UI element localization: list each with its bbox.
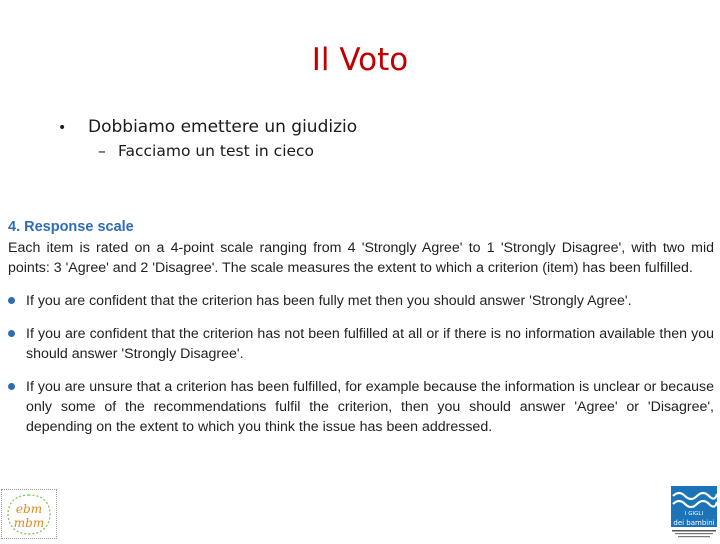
- excerpt-intro: Each item is rated on a 4-point scale ranging from 4 'Strongly Agree' to 1 'Strongly Disagree', with two mid points: 3 'Agree' and 2 'Disagree'. The scale measures the extent to which a criterion (item) has been fulfilled.: [8, 240, 714, 276]
- ebm-logo-icon: [2, 490, 56, 538]
- svg-text:I GIGLI: I GIGLI: [684, 511, 704, 517]
- bullet-dot-icon: [8, 383, 15, 390]
- excerpt-list-item: [8, 377, 714, 437]
- bullet-dot-icon: [8, 297, 15, 304]
- excerpt-list-item: [8, 324, 714, 364]
- svg-text:dei bambini: dei bambini: [673, 519, 715, 527]
- sub-bullet-marker: –: [98, 142, 106, 160]
- excerpt-item-text: If you are confident that the criterion has not been fulfilled at all or if there is no information available then you should answer 'Strongly Disagree'.: [26, 326, 714, 362]
- excerpt-item-text: If you are confident that the criterion has been fully met then you should answer 'Strongly Agree'.: [26, 293, 632, 309]
- svg-text:ebm: ebm: [15, 502, 43, 516]
- ospedale-logo-icon: [669, 484, 719, 540]
- ospedale-logo: [669, 484, 719, 540]
- excerpt-item-text: If you are unsure that a criterion has been fulfilled, for example because the information is unclear or because only some of the recommendations fulfil the criterion, then you should answer 'Agree' or 'Disagree', depending on the extent to which you think the issue has been addressed.: [26, 379, 714, 435]
- ebm-logo: [1, 489, 57, 539]
- svg-text:mbm: mbm: [13, 516, 45, 530]
- bullet-dot-icon: [8, 330, 15, 337]
- slide-title: Il Voto: [311, 42, 409, 78]
- sub-bullet-text: Facciamo un test in cieco: [118, 142, 315, 160]
- bullet-main: [58, 117, 357, 137]
- bullet-marker: •: [58, 120, 67, 136]
- excerpt-heading: 4. Response scale: [8, 219, 134, 235]
- bullet-text: Dobbiamo emettere un giudizio: [88, 117, 358, 137]
- sub-bullet: [98, 142, 314, 160]
- excerpt-list-item: [8, 291, 714, 311]
- response-scale-excerpt: [8, 217, 714, 437]
